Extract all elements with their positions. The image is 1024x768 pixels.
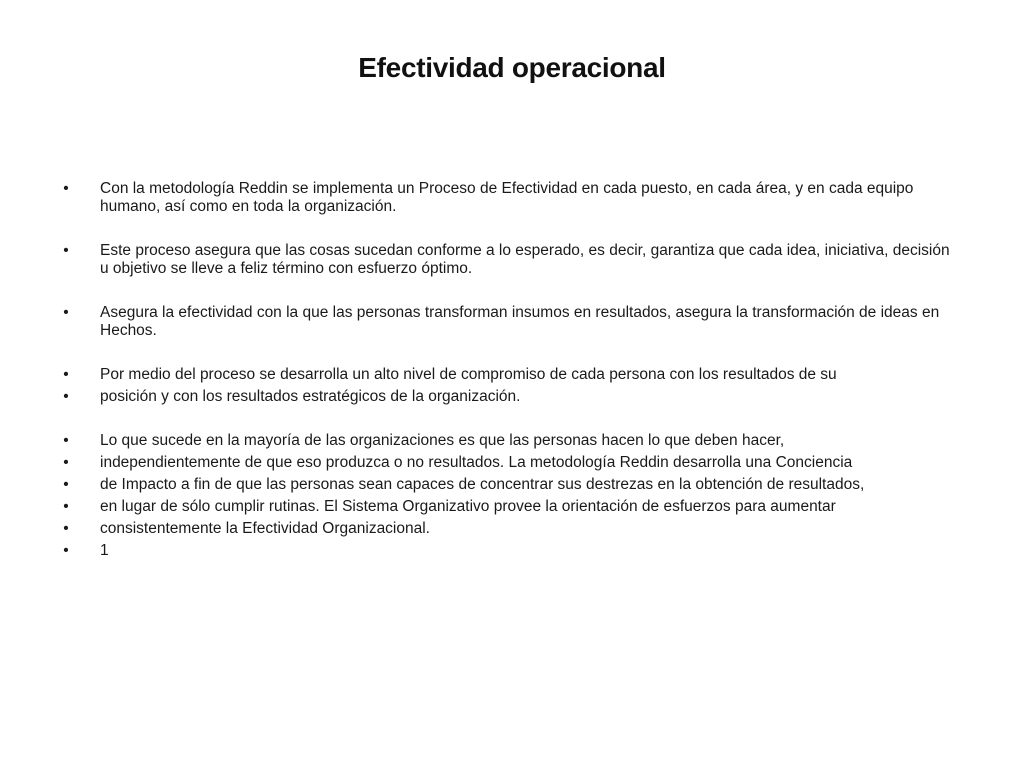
bullet-icon: • bbox=[63, 388, 69, 405]
bullet-text: de Impacto a fin de que las personas sean capaces de concentrar sus destrezas en la obtención de resultados, bbox=[100, 476, 865, 493]
bullet-icon: • bbox=[63, 476, 69, 493]
bullet-icon: • bbox=[63, 498, 69, 515]
bullet-text: posición y con los resultados estratégicos de la organización. bbox=[100, 388, 521, 405]
bullet-icon: • bbox=[63, 432, 69, 449]
bullet-text: en lugar de sólo cumplir rutinas. El Sistema Organizativo provee la orientación de esfuerzos para aumentar bbox=[100, 498, 836, 515]
bullet-item bbox=[60, 242, 960, 278]
bullet-item bbox=[60, 304, 960, 340]
bullet-text: Asegura la efectividad con la que las personas transforman insumos en resultados, asegura la transformación de ideas en Hechos. bbox=[100, 304, 940, 339]
bullet-icon: • bbox=[63, 304, 69, 321]
bullet-text: Este proceso asegura que las cosas sucedan conforme a lo esperado, es decir, garantiza que cada idea, iniciativa, decisión u objetivo se lleve a feliz término con esfuerzo óptimo. bbox=[100, 242, 950, 277]
bullet-text: independientemente de que eso produzca o no resultados. La metodología Reddin desarrolla una Conciencia bbox=[100, 454, 853, 471]
bullet-text: 1 bbox=[100, 542, 109, 559]
bullet-text: consistentemente la Efectividad Organizacional. bbox=[100, 520, 430, 537]
bullet-icon: • bbox=[63, 542, 69, 559]
bullet-icon: • bbox=[63, 366, 69, 383]
bullet-text: Por medio del proceso se desarrolla un alto nivel de compromiso de cada persona con los resultados de su bbox=[100, 366, 837, 383]
bullet-icon: • bbox=[63, 180, 69, 197]
bullet-item bbox=[60, 432, 960, 450]
bullet-item bbox=[60, 388, 960, 406]
bullet-item bbox=[60, 454, 960, 472]
bullet-item bbox=[60, 180, 960, 216]
bullet-item bbox=[60, 476, 960, 494]
bullet-icon: • bbox=[63, 454, 69, 471]
bullet-item bbox=[60, 498, 960, 516]
slide-title: Efectividad operacional bbox=[358, 52, 666, 83]
bullet-item bbox=[60, 520, 960, 538]
bullet-item bbox=[60, 366, 960, 384]
bullet-text: Lo que sucede en la mayoría de las organizaciones es que las personas hacen lo que deben hacer, bbox=[100, 432, 785, 449]
bullet-text: Con la metodología Reddin se implementa un Proceso de Efectividad en cada puesto, en cada área, y en cada equipo humano, así como en toda la organización. bbox=[100, 180, 914, 215]
bullet-item bbox=[60, 542, 960, 560]
bullet-list bbox=[60, 180, 960, 560]
bullet-icon: • bbox=[63, 242, 69, 259]
bullet-icon: • bbox=[63, 520, 69, 537]
